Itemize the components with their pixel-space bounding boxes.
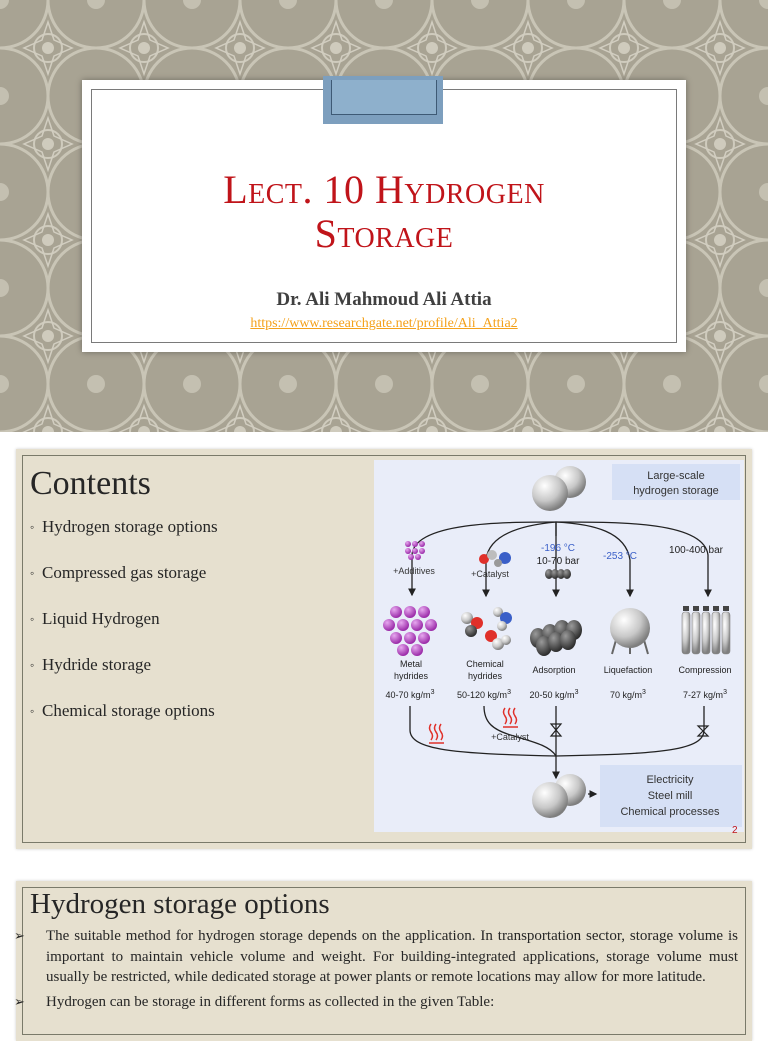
top-label-line1: Large-scale — [647, 470, 705, 482]
arrow-bullet-icon: ➢ — [14, 995, 25, 1010]
catalyst-bottom-label: +Catalyst — [491, 732, 529, 742]
arrow-bullet-icon: ➢ — [14, 929, 25, 944]
title-accent-tab — [323, 76, 443, 124]
density-label: 50-120 $kg/m^3$ — [457, 689, 511, 700]
additives-icon — [405, 541, 425, 560]
page-number: 2 — [732, 825, 738, 836]
method-label: hydrides — [467, 671, 503, 681]
slide-title-line1: Lect. 10 Hydrogen — [223, 167, 545, 212]
contents-slide — [16, 449, 752, 849]
density-label: 70 $kg/m^3$ — [610, 689, 646, 700]
slide-title-line2: Storage — [314, 211, 454, 256]
adsorption-pressure: 10-70 bar — [536, 556, 580, 567]
bullet-paragraph: ➢ Hydrogen can be storage in different forms as collected in the given Table: — [30, 992, 738, 1013]
method-label: Liquefaction — [603, 665, 653, 675]
storage-options-slide — [16, 881, 752, 1041]
slide-title: Hydrogen storage options — [30, 888, 330, 920]
list-item: ◦ Liquid Hydrogen — [30, 609, 160, 628]
liquefaction-temp: -253 °C — [602, 551, 638, 562]
method-label: hydrides — [393, 671, 429, 681]
method-label: Adsorption — [532, 665, 576, 675]
contents-title: Contents — [30, 465, 151, 502]
density-label: 7-27 $kg/m^3$ — [683, 689, 727, 700]
bullet-icon: ◦ — [30, 612, 35, 626]
bullet-icon: ◦ — [30, 520, 35, 534]
use-item: Chemical processes — [620, 806, 720, 818]
use-item: Steel mill — [647, 790, 693, 802]
adsorption-icon — [530, 620, 582, 656]
bullet-paragraph: ➢ The suitable method for hydrogen storage depends on the application. In transportation sector, storage volume is important to maintain vehicle volume and weight. For building-integrated applications, storage volume must usually be restricted, while dedicated storage at power plants or remote locations may allow for more latitude. — [14, 928, 738, 985]
author-profile-link[interactable]: https://www.researchgate.net/profile/Ali_Attia2 — [250, 316, 518, 331]
title-slide — [0, 0, 768, 432]
adsorption-temp: -196 °C — [540, 543, 576, 554]
method-label: Chemical — [466, 659, 504, 669]
liquefaction-tank-icon — [610, 608, 650, 654]
use-item: Electricity — [646, 774, 694, 786]
list-item: ◦ Chemical storage options — [30, 701, 215, 720]
bullet-icon: ◦ — [30, 704, 35, 718]
list-item: ◦ Hydride storage — [30, 655, 152, 674]
hydrogen-molecule-icon — [532, 466, 586, 511]
method-label: Compression — [678, 665, 732, 675]
list-item: ◦ Hydrogen storage options — [30, 517, 218, 536]
hydrogen-output-molecule-icon — [532, 774, 586, 818]
method-label: Metal — [399, 659, 423, 669]
carbon-icon — [545, 569, 571, 579]
additives-label: +Additives — [393, 566, 435, 576]
top-label-line2: hydrogen storage — [633, 485, 719, 497]
metal-hydrides-icon — [383, 606, 437, 656]
catalyst-top-label: +Catalyst — [471, 569, 509, 579]
author-name: Dr. Ali Mahmoud Ali Attia — [276, 289, 492, 310]
bullet-icon: ◦ — [30, 658, 35, 672]
heat-icon — [429, 724, 444, 743]
density-label: 40-70 $kg/m^3$ — [385, 689, 435, 700]
bullet-icon: ◦ — [30, 566, 35, 580]
heat-icon — [503, 708, 518, 727]
chemical-hydrides-icon — [461, 607, 512, 650]
compression-pressure: 100-400 bar — [669, 545, 723, 556]
slide-body — [14, 926, 738, 1018]
density-label: 20-50 $kg/m^3$ — [529, 689, 579, 700]
title-card — [82, 80, 686, 352]
catalyst-icon — [479, 550, 511, 567]
compression-cylinders-icon — [682, 606, 730, 654]
slide-title — [82, 168, 686, 256]
contents-list — [30, 517, 218, 747]
hydrogen-storage-figure — [374, 460, 744, 832]
list-item: ◦ Compressed gas storage — [30, 563, 207, 582]
